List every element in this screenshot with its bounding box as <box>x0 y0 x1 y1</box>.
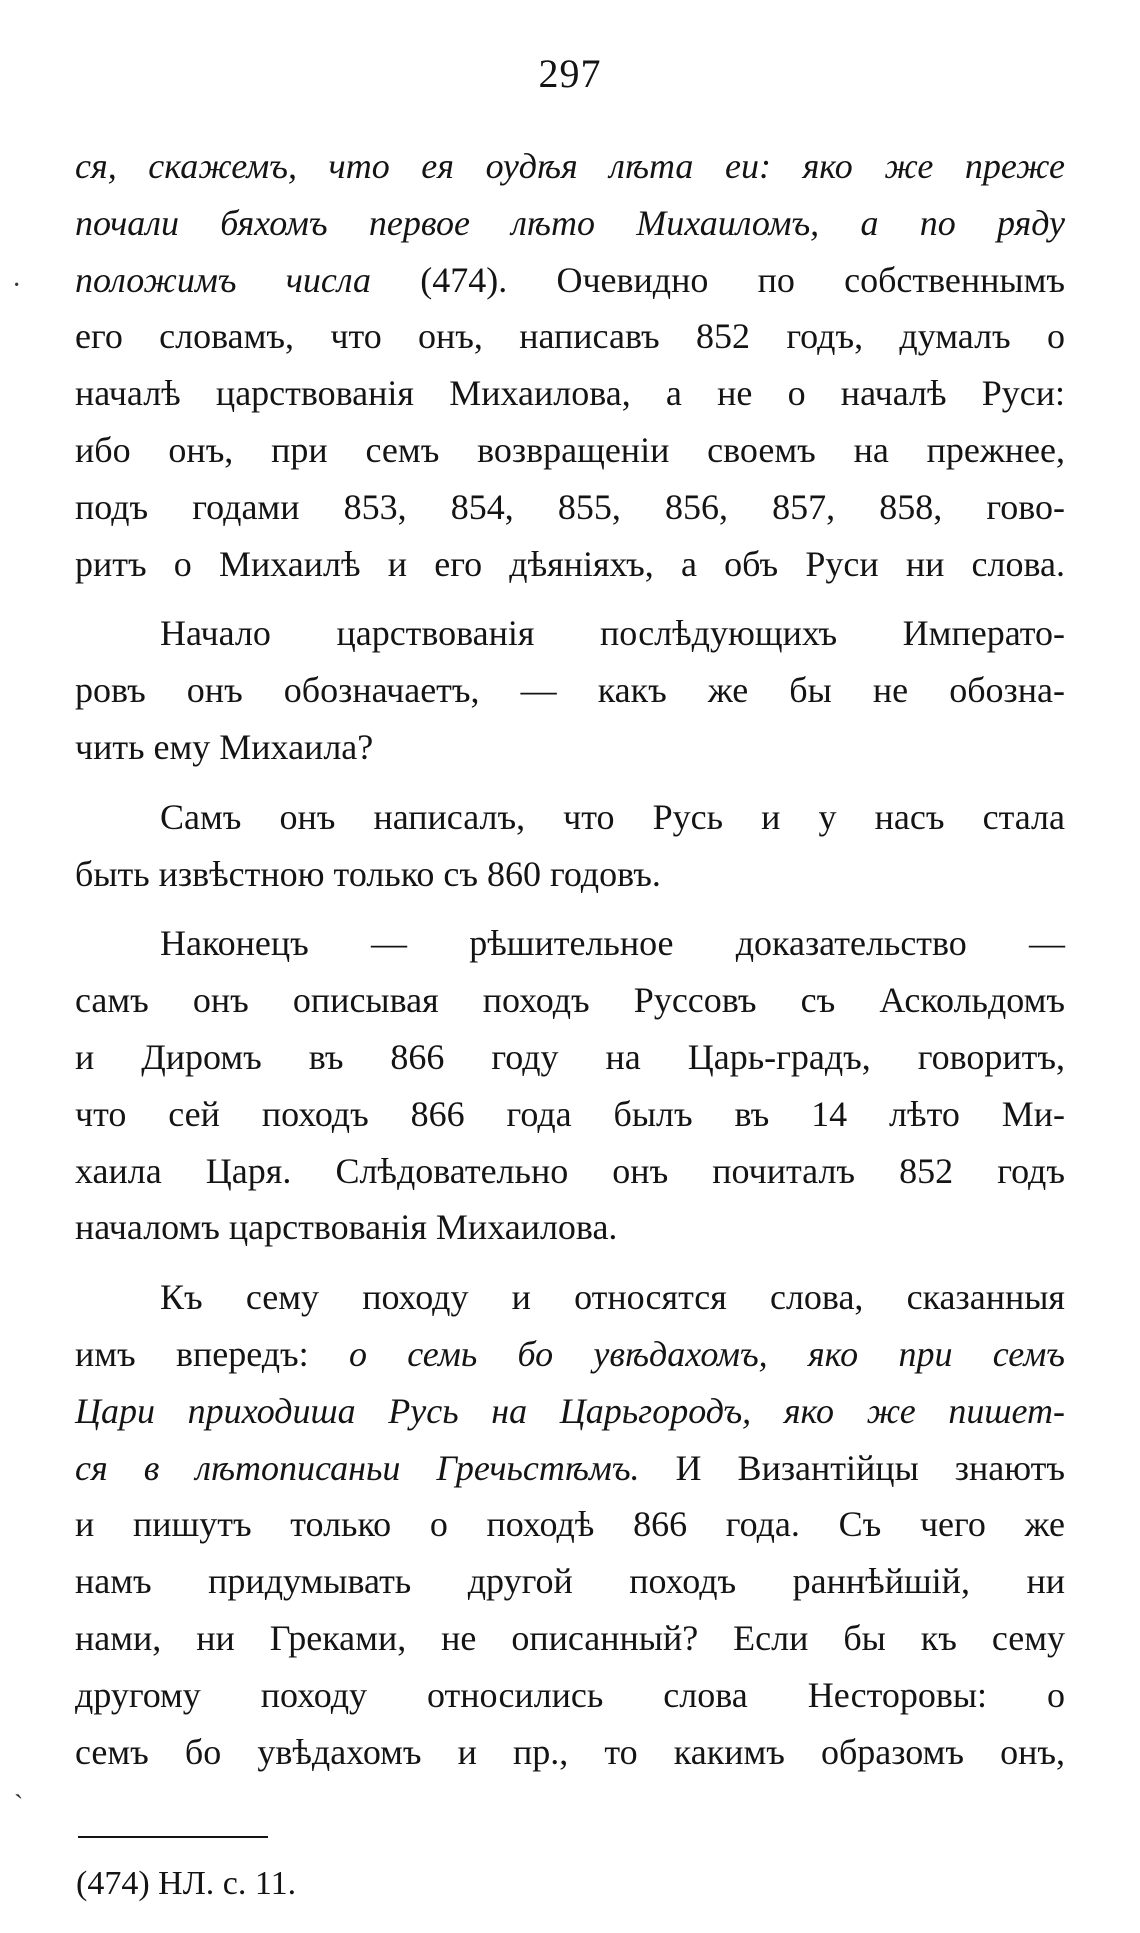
text-line: Самъ онъ написалъ, что Русь и у насъ стала <box>160 796 1065 837</box>
text-line: подъ годами 853, 854, 855, 856, 857, 858, гово- <box>75 486 1065 527</box>
italic-quote: ся, скажемъ, что ея оудѣя лѣта еи: яко же преже <box>75 146 1065 186</box>
italic-quote: Цари приходиша Русь на Царьгородъ, яко же пишет- <box>75 1390 1065 1431</box>
italic-quote: ся в лѣтописаньи Гречьстѣмъ. <box>75 1447 640 1488</box>
footnote: (474) НЛ. с. 11. <box>76 1865 297 1902</box>
text-line: началѣ царствованія Михаилова, а не о началѣ Руси: <box>75 373 1065 414</box>
text-run: имъ впередъ: <box>75 1333 349 1374</box>
page-number: 297 <box>538 51 602 96</box>
footnote-divider <box>78 1836 268 1838</box>
text-line <box>75 1326 1065 1383</box>
italic-quote: о семь бо увѣдахомъ, яко при семъ <box>348 1333 1065 1374</box>
text-line: другому походу относились слова Несторовы: о <box>75 1674 1065 1715</box>
text-line <box>75 252 1065 309</box>
italic-quote: положимъ числа <box>75 259 372 300</box>
text-line: самъ онъ описывая походъ Руссовъ съ Аскольдомъ <box>75 980 1065 1021</box>
text-line <box>75 1440 1065 1497</box>
text-line: и Диромъ въ 866 году на Царь-градъ, говоритъ, <box>75 1036 1065 1077</box>
text-line: нами, ни Греками, не описанный? Если бы къ сему <box>75 1617 1065 1658</box>
text-line: семъ бо увѣдахомъ и пр., то какимъ образомъ онъ, <box>75 1731 1065 1772</box>
text-line: его словамъ, что онъ, написавъ 852 годъ, думалъ о <box>75 316 1065 357</box>
body-text <box>75 138 1065 1780</box>
margin-mark: ˋ <box>14 1790 24 1821</box>
text-line: что сей походъ 866 года былъ въ 14 лѣто Ми- <box>75 1093 1065 1134</box>
text-run: И Византійцы знаютъ <box>639 1447 1065 1488</box>
text-line: и пишутъ только о походѣ 866 года. Съ чего же <box>75 1504 1065 1545</box>
text-line: ритъ о Михаилѣ и его дѣяніяхъ, а объ Руси ни слова. <box>75 543 1065 584</box>
text-line: Къ сему походу и относятся слова, сказанныя <box>160 1277 1065 1318</box>
text-line: ровъ онъ обозначаетъ, — какъ же бы не обозна- <box>75 670 1065 711</box>
text-line <box>75 195 1065 252</box>
text-line: Наконецъ — рѣшительное доказательство — <box>160 923 1065 964</box>
text-line <box>75 1383 1065 1440</box>
text-line: хаила Царя. Слѣдовательно онъ почиталъ 852 годъ <box>75 1150 1065 1191</box>
italic-quote: почали бяхомъ первое лѣто Михаиломъ, а по ряду <box>75 202 1065 243</box>
text-line: чить ему Михаила? <box>75 726 374 767</box>
text-run: (474). Очевидно по собственнымъ <box>371 259 1065 300</box>
text-line: ибо онъ, при семъ возвращеніи своемъ на прежнее, <box>75 429 1065 470</box>
margin-mark: · <box>12 270 22 301</box>
text-line: быть извѣстною только съ 860 годовъ. <box>75 853 661 894</box>
text-line: началомъ царствованія Михаилова. <box>75 1207 618 1248</box>
text-line <box>75 138 1065 195</box>
text-line: Начало царствованія послѣдующихъ Императо- <box>160 613 1065 654</box>
text-line: намъ придумывать другой походъ раннѣйшій, ни <box>75 1561 1065 1602</box>
